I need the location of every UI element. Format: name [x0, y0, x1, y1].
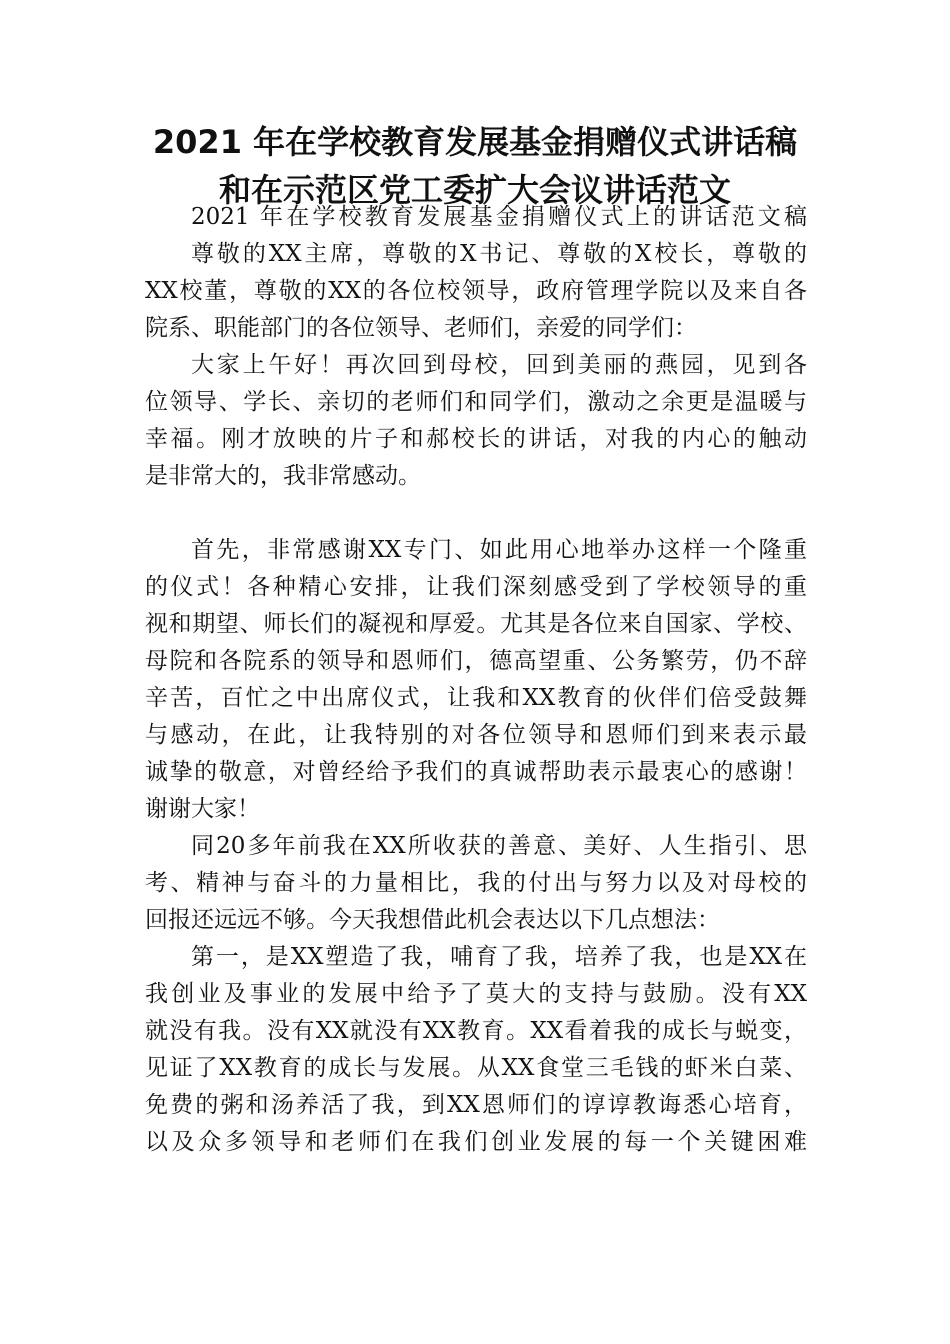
paragraph-line: XX校董，尊敬的XX的各位校领导，政府管理学院以及来自各 [145, 278, 807, 304]
document-body [145, 199, 807, 1161]
paragraph-line: 的仪式！各种精心安排，让我们深刻感受到了学校领导的重 [145, 574, 807, 600]
paragraph-line: 尊敬的XX主席，尊敬的X书记、尊敬的X校长，尊敬的 [191, 241, 807, 267]
paragraph-line: 第一，是XX塑造了我，哺育了我，培养了我，也是XX在 [191, 944, 807, 970]
paragraph-line: 母院和各院系的领导和恩师们，德高望重、公务繁劳，仍不辞 [145, 648, 807, 674]
paragraph-line: 幸福。刚才放映的片子和郝校长的讲话，对我的内心的触动 [145, 426, 807, 452]
blank-line [145, 495, 807, 532]
paragraph-line: 见证了XX教育的成长与发展。从XX食堂三毛钱的虾米白菜、 [145, 1055, 807, 1081]
document-title-line-2: 和在示范区党工委扩大会议讲话范文 [218, 171, 731, 209]
subtitle-line: 2021 年在学校教育发展基金捐赠仪式上的讲话范文稿 [191, 204, 807, 230]
paragraph-line: 回报还远远不够。今天我想借此机会表达以下几点想法： [145, 907, 720, 933]
paragraph-line: 就没有我。没有XX就没有XX教育。XX看着我的成长与蜕变， [145, 1018, 807, 1044]
paragraph-line: 院系、职能部门的各位领导、老师们，亲爱的同学们： [145, 315, 697, 341]
paragraph-line: 视和期望、师长们的凝视和厚爱。尤其是各位来自国家、学校、 [145, 611, 807, 637]
paragraph-line: 考、精神与奋斗的力量相比，我的付出与努力以及对母校的 [145, 870, 807, 896]
paragraph-line: 谢谢大家！ [145, 796, 260, 822]
paragraph-line: 大家上午好！再次回到母校，回到美丽的燕园，见到各 [191, 352, 807, 378]
paragraph-line: 诚挚的敬意，对曾经给予我们的真诚帮助表示最衷心的感谢！ [145, 759, 807, 785]
paragraph-line: 我创业及事业的发展中给予了莫大的支持与鼓励。没有XX [145, 981, 807, 1007]
paragraph-line: 是非常大的，我非常感动。 [145, 463, 421, 489]
paragraph-line: 位领导、学长、亲切的老师们和同学们，激动之余更是温暖与 [145, 389, 807, 415]
paragraph-line: 以及众多领导和老师们在我们创业发展的每一个关键困难 [145, 1129, 807, 1155]
document-title-line-1: 2021 年在学校教育发展基金捐赠仪式讲话稿 [152, 123, 798, 161]
paragraph-line: 免费的粥和汤养活了我，到XX恩师们的谆谆教诲悉心培育， [145, 1092, 807, 1118]
paragraph-line: 辛苦，百忙之中出席仪式，让我和XX教育的伙伴们倍受鼓舞 [145, 685, 807, 711]
paragraph-line: 首先，非常感谢XX专门、如此用心地举办这样一个隆重 [191, 537, 807, 563]
paragraph-line: 同20多年前我在XX所收获的善意、美好、人生指引、思 [191, 833, 807, 859]
paragraph-line: 与感动，在此，让我特别的对各位领导和恩师们到来表示最 [145, 722, 807, 748]
